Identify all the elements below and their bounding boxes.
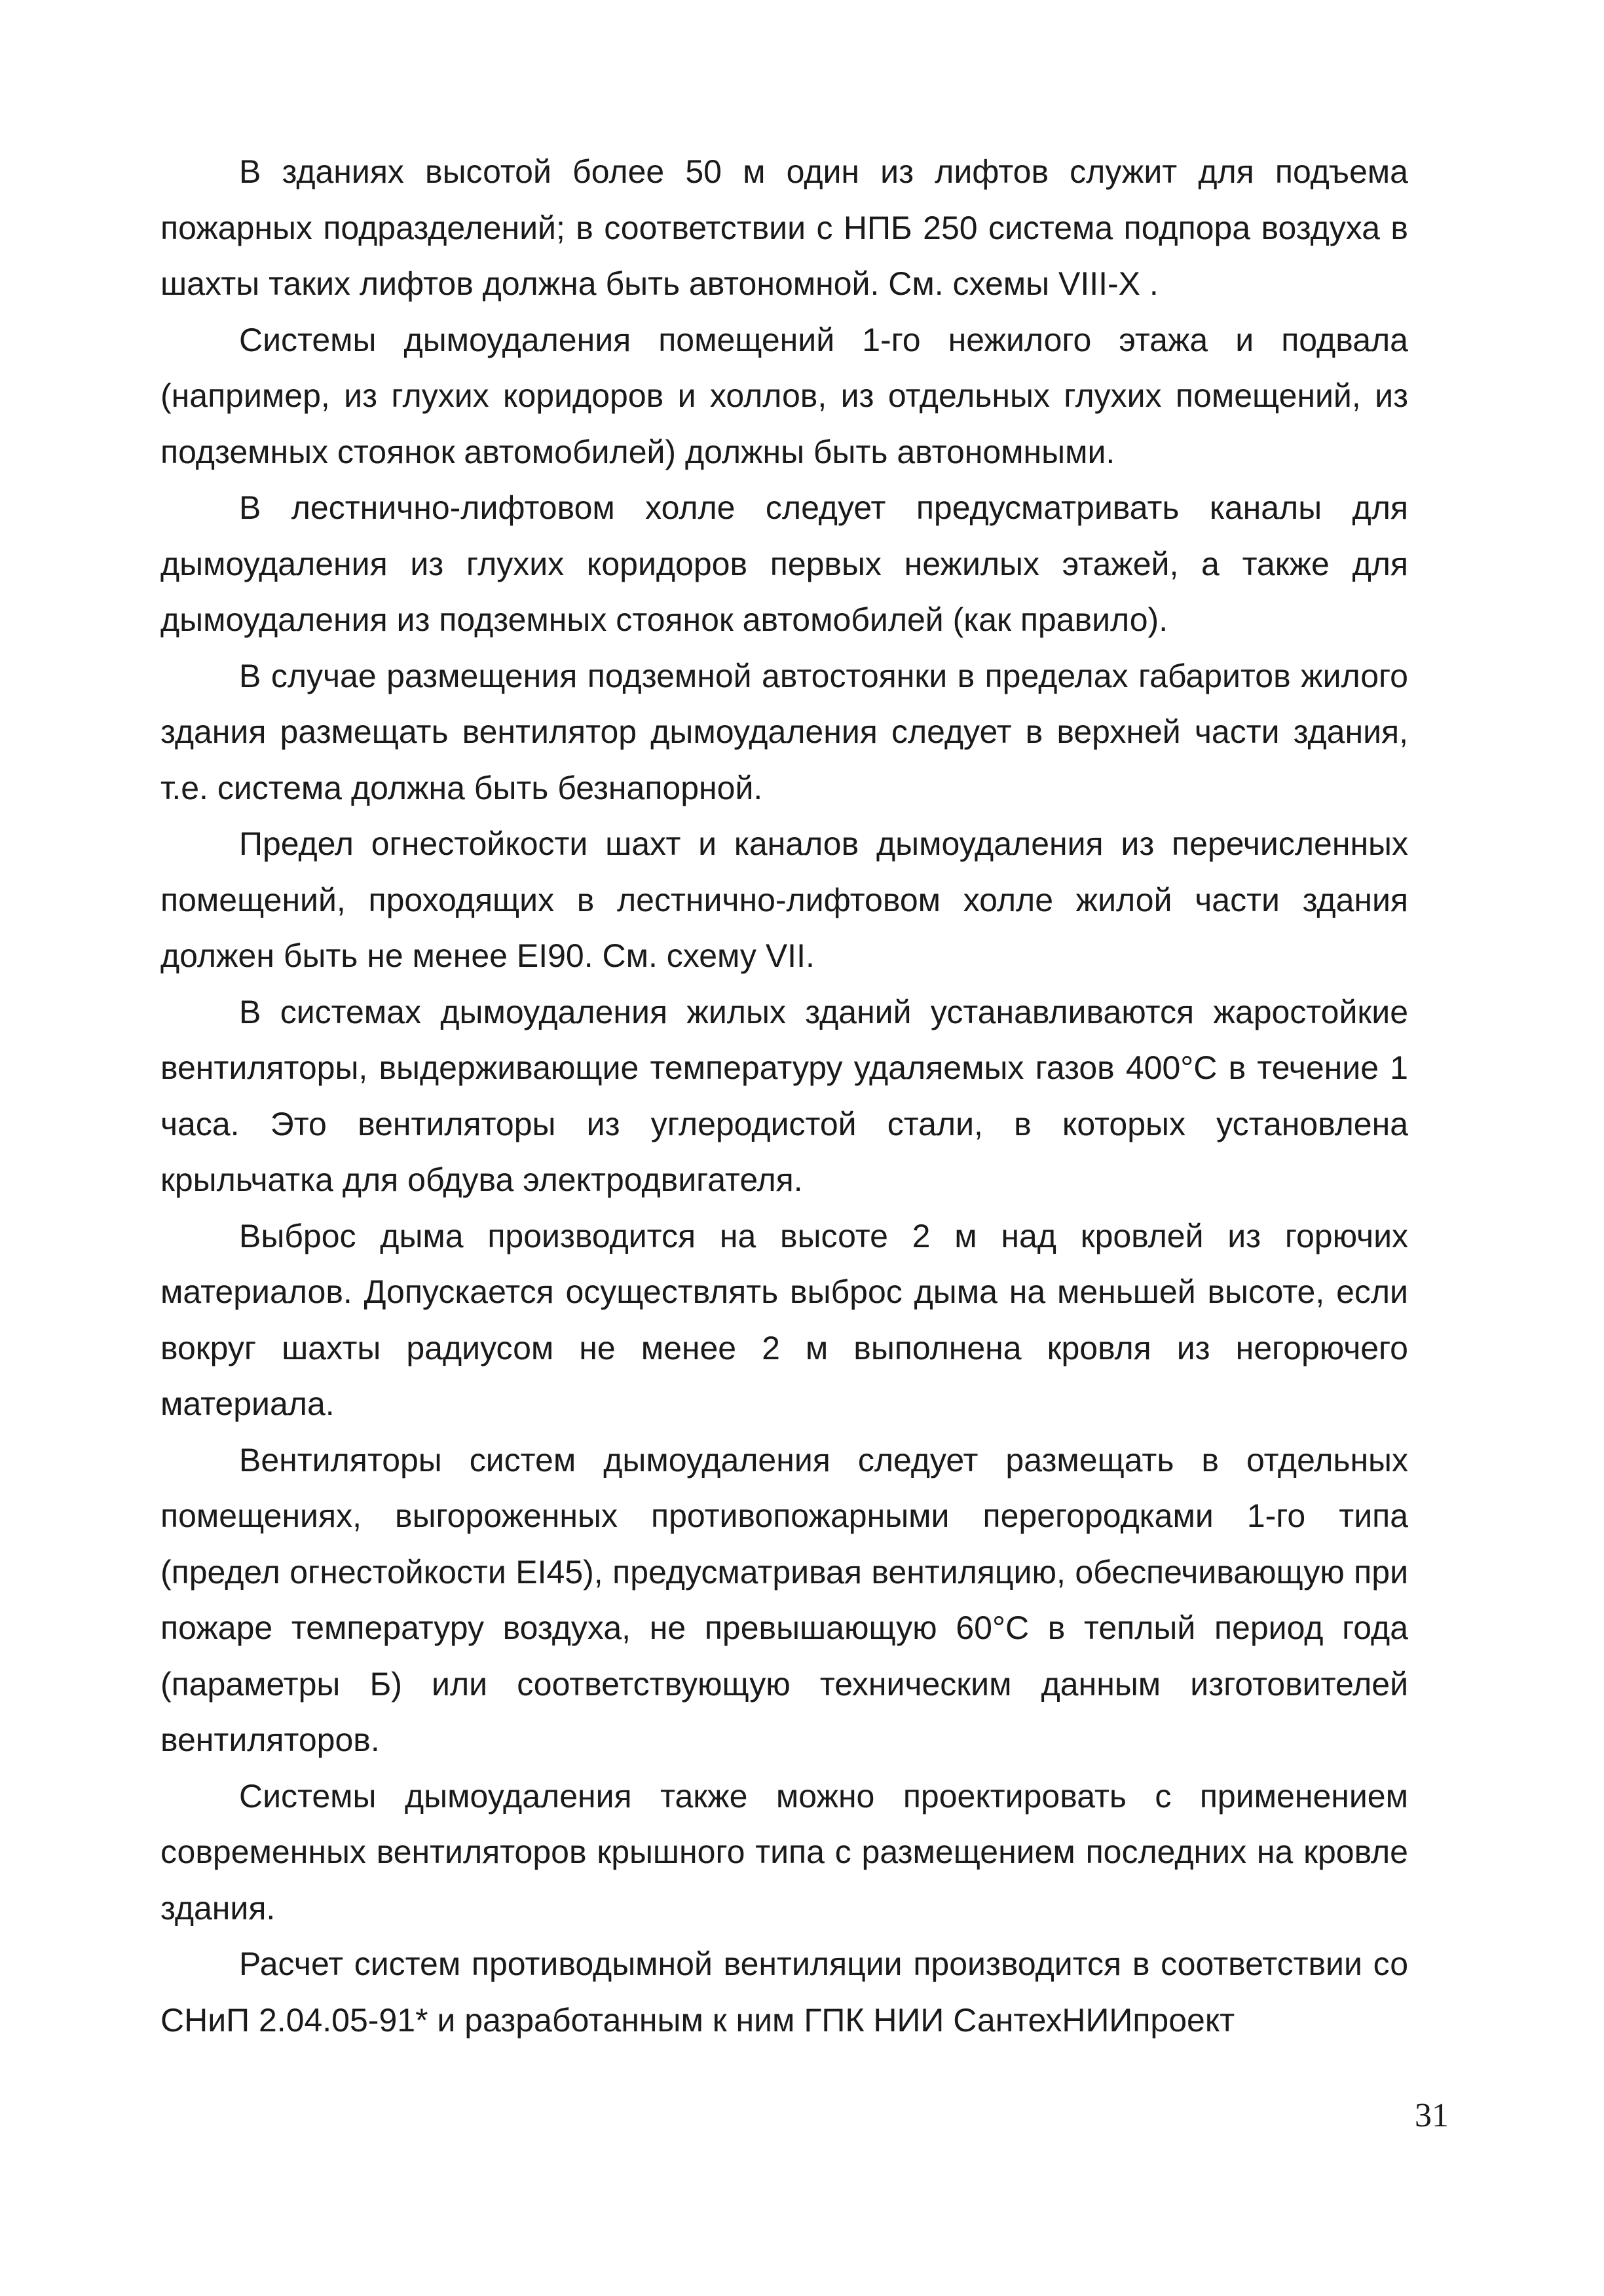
- paragraph-calculation: Расчет систем противодымной вентиляции производится в соответствии со СНиП 2.04.05-91* и разработанным к ним ГПК НИИ СантехНИИпроект: [160, 1946, 1408, 2039]
- paragraph-fire-resistance-limit: Предел огнестойкости шахт и каналов дымоудаления из перечисленных помещений, проходящих в лестнично-лифтовом холле жилой части здания должен быть не менее EI90. См. схему VII.: [160, 825, 1408, 974]
- paragraph-lift-pressurization: В зданиях высотой более 50 м один из лифтов служит для подъема пожарных подразделений; в соответствии с НПБ 250 система подпора воздуха в шахты таких лифтов должна быть автономной. См. схемы VIII-X .: [160, 153, 1408, 302]
- paragraph-autonomous-systems: Системы дымоудаления помещений 1-го нежилого этажа и подвала (например, из глухих коридоров и холлов, из отдельных глухих помещений, из подземных стоянок автомобилей) должны быть автономными.: [160, 321, 1408, 470]
- paragraph-roof-fans: Системы дымоудаления также можно проектировать с применением современных вентиляторов крышного типа с размещением последних на кровле здания.: [160, 1777, 1408, 1927]
- page-number: 31: [1415, 2097, 1449, 2134]
- body-text: [160, 144, 1408, 2048]
- paragraph-fan-rooms: Вентиляторы систем дымоудаления следует размещать в отдельных помещениях, выгороженных противопожарными перегородками 1-го типа (предел огнестойкости EI45), предусматривая вентиляцию, обеспечивающую при пожаре температуру воздуха, не превышающую 60°С в теплый период года (параметры Б) или соответствующую техническим данным изготовителей вентиляторов.: [160, 1441, 1408, 1758]
- paragraph-underground-parking: В случае размещения подземной автостоянки в пределах габаритов жилого здания размещать вентилятор дымоудаления следует в верхней части здания, т.е. система должна быть безнапорной.: [160, 657, 1408, 806]
- paragraph-heat-resistant-fans: В системах дымоудаления жилых зданий устанавливаются жаростойкие вентиляторы, выдерживающие температуру удаляемых газов 400°С в течение 1 часа. Это вентиляторы из углеродистой стали, в которых установлена крыльчатка для обдува электродвигателя.: [160, 993, 1408, 1198]
- paragraph-stair-lift-hall-ducts: В лестнично-лифтовом холле следует предусматривать каналы для дымоудаления из глухих коридоров первых нежилых этажей, а также для дымоудаления из подземных стоянок автомобилей (как правило).: [160, 489, 1408, 638]
- paragraph-smoke-exhaust-height: Выброс дыма производится на высоте 2 м над кровлей из горючих материалов. Допускается осуществлять выброс дыма на меньшей высоте, если вокруг шахты радиусом не менее 2 м выполнена кровля из негорючего материала.: [160, 1217, 1408, 1422]
